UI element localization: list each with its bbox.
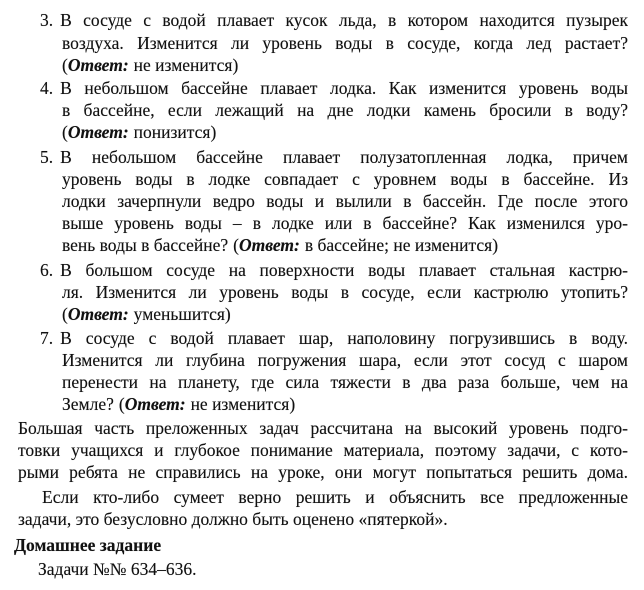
problem-4-line-1 [40, 77, 628, 99]
problem-4-line-2 [62, 99, 628, 121]
answer-label: Ответ: [124, 394, 186, 414]
problem-text: В большом сосуде на поверхности воды плавает стальная кастрю- [60, 260, 628, 280]
problem-text: перенести на планету, где сила тяжести в два раза больше, чем на [62, 372, 628, 392]
answer-open: ( [233, 235, 239, 255]
answer-text: уменьшится [133, 304, 225, 324]
answer-text: в бассейне; не изменится [304, 235, 493, 255]
answer-open: ( [62, 304, 68, 324]
paragraph-line: товки учащихся и глубокое понимание материала, поэтому задачи, с кото- [18, 440, 628, 460]
answer-open: ( [62, 55, 68, 75]
paragraph-line: Если кто-либо сумеет верно решить и объяснить все предложенные [42, 487, 628, 507]
problem-6-answer [62, 303, 628, 325]
problem-number: 5. [40, 147, 54, 167]
answer-label: Ответ: [239, 235, 300, 255]
answer-prefix: Земле? [62, 394, 114, 414]
problem-7-line-3 [62, 371, 628, 393]
answer-label: Ответ: [67, 304, 129, 324]
problem-4-answer [62, 121, 628, 143]
problem-number: 6. [40, 260, 54, 280]
problem-text: ля. Изменится ли уровень воды в сосуде, если кастрюлю утопить? [62, 282, 628, 302]
homework-heading: Домашнее задание [14, 535, 162, 555]
paragraph-line: рыми ребята не справились на уроке, они могут попытаться решить дома. [18, 462, 628, 482]
problem-5-line-3 [62, 190, 628, 212]
problem-number: 3. [40, 10, 54, 30]
problem-text: В сосуде с водой плавает шар, наполовину погрузившись в воду. [60, 328, 628, 348]
answer-label: Ответ: [67, 55, 129, 75]
problem-text: воздуха. Изменится ли уровень воды в сосуде, когда лед растает? [62, 33, 628, 53]
problem-text: Изменится ли глубина погружения шара, если этот сосуд с шаром [62, 350, 628, 370]
paragraph-line: задачи, это безусловно должно быть оценено «пятеркой». [18, 509, 448, 529]
problem-5-line-4 [62, 212, 628, 234]
problem-6-line-1 [40, 259, 628, 281]
problem-5-line-2 [62, 168, 628, 190]
answer-open: ( [62, 122, 68, 142]
problem-number: 4. [40, 78, 54, 98]
answer-text: не изменится [133, 55, 233, 75]
answer-close: ) [210, 122, 217, 142]
problem-6-line-2 [62, 281, 628, 303]
answer-label: Ответ: [67, 122, 129, 142]
problem-3-line-2 [62, 32, 628, 54]
paragraph-line: Большая часть преложенных задач рассчитана на высокий уровень подго- [18, 418, 628, 438]
problem-7-line-1 [40, 327, 628, 349]
answer-close: ) [232, 55, 239, 75]
problem-3-answer [62, 54, 628, 76]
problem-text: лодки зачерпнули ведро воды и вылили в бассейн. Где после этого [62, 191, 628, 211]
answer-close: ) [224, 304, 231, 324]
problem-text: уровень воды в лодке совпадает с уровнем воды в бассейне. Из [62, 169, 628, 189]
answer-prefix: вень воды в бассейне? [62, 235, 229, 255]
problem-7-answer [62, 393, 628, 415]
answer-text: не изменится [190, 394, 290, 414]
problem-text: выше уровень воды – в лодке или в бассейне? Как изменился уро- [62, 213, 628, 233]
problem-text: В сосуде с водой плавает кусок льда, в котором находится пузырек [60, 10, 628, 30]
problem-3-line-1 [40, 9, 628, 31]
problem-7-line-2 [62, 349, 628, 371]
homework-tasks: Задачи №№ 634–636. [38, 559, 197, 579]
answer-close: ) [289, 394, 296, 414]
problem-text: В небольшом бассейне плавает лодка. Как изменится уровень воды [60, 78, 628, 98]
answer-close: ) [492, 235, 499, 255]
problem-text: в бассейне, если лежащий на дне лодки камень бросили в воду? [62, 100, 628, 120]
problem-text: В небольшом бассейне плавает полузатопленная лодка, причем [60, 147, 628, 167]
problem-number: 7. [40, 328, 54, 348]
problem-5-answer [62, 234, 628, 256]
answer-open: ( [118, 394, 125, 414]
answer-text: понизится [133, 122, 211, 142]
problem-5-line-1 [40, 146, 628, 168]
